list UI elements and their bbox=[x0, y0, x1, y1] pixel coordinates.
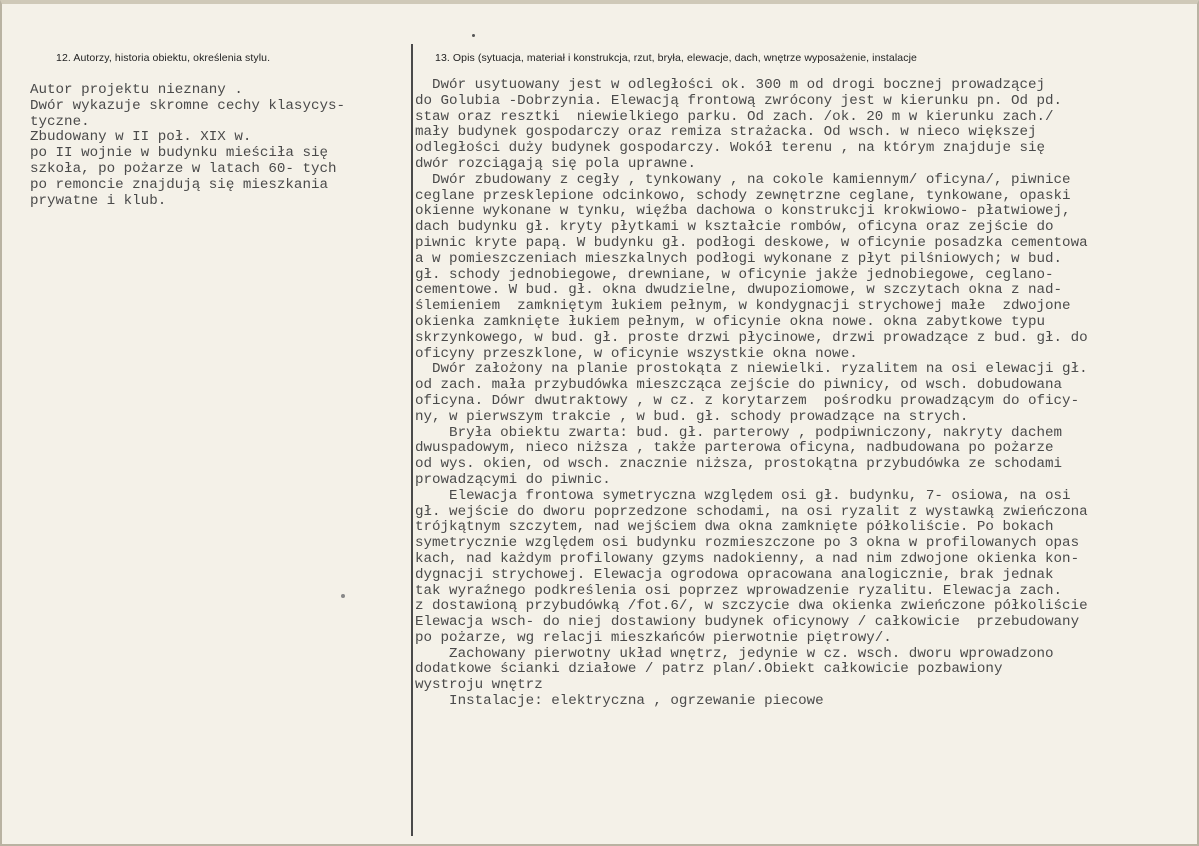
text-line: mały budynek gospodarczy oraz remiza strażacka. Od wsch. w nieco większej bbox=[415, 124, 1037, 141]
text-line: skrzynkowego, w bud. gł. proste drzwi płycinowe, drzwi prowadzące z bud. gł. do bbox=[415, 329, 1088, 346]
text-line: Bryła obiektu zwarta: bud. gł. parterowy , podpiwniczony, nakryty dachem bbox=[415, 424, 1063, 441]
text-line: Elewacja frontowa symetryczna względem osi gł. budynku, 7- osiowa, na osi bbox=[415, 487, 1071, 504]
section-12-heading: 12. Autorzy, historia obiektu, określenia stylu. bbox=[56, 52, 271, 64]
text-line: Dwór zbudowany z cegły , tynkowany , na cokole kamiennym/ oficyna/, piwnice bbox=[415, 171, 1071, 188]
text-line: z dostawioną przybudówką /fot.6/, w szczycie dwa okienka zwieńczone półkoliście bbox=[415, 598, 1088, 615]
text-line: dach budynku gł. kryty płytkami w kształcie rombów, oficyna oraz zejście do bbox=[415, 219, 1054, 236]
column-divider bbox=[411, 44, 413, 836]
section-12-text bbox=[30, 83, 345, 209]
text-line: do Golubia -Dobrzynia. Elewacją frontową zwrócony jest w kierunku pn. Od pd. bbox=[415, 92, 1063, 109]
text-line: tak wyraźnego podkreślenia osi poprzez wprowadzenie ryzalitu. Elewacja zach. bbox=[415, 582, 1063, 599]
text-line: okienne wykonane w tynku, więźba dachowa o konstrukcji krokwiowo- płatwiowej, bbox=[415, 203, 1071, 220]
text-line: Dwór wykazuje skromne cechy klasycys- bbox=[30, 97, 346, 114]
text-line: trójkątnym szczytem, nad wejściem dwa okna zamknięte półkoliście. Po bokach bbox=[415, 519, 1054, 536]
text-line: Dwór założony na planie prostokąta z niewielki. ryzalitem na osi elewacji gł. bbox=[415, 361, 1088, 378]
section-13-heading: 13. Opis (sytuacja, materiał i konstrukcja, rzut, bryła, elewacje, dach, wnętrze wyposażenie, instalacje bbox=[435, 52, 917, 64]
text-line: cementowe. W bud. gł. okna dwudzielne, dwupoziomowe, w szczytach okna z nad- bbox=[415, 282, 1063, 299]
text-line: ny, w pierwszym trakcie , w bud. gł. schody prowadzące na strych. bbox=[415, 408, 969, 425]
ink-speck bbox=[341, 594, 345, 598]
text-line: od wys. okien, od wsch. znacznie niższa, prostokątna przybudówka ze schodami bbox=[415, 456, 1063, 473]
text-line: gł. schody jednobiegowe, drewniane, w oficynie jakże jednobiegowe, ceglano- bbox=[415, 266, 1054, 283]
text-line: Autor projektu nieznany . bbox=[30, 82, 243, 98]
text-line: ceglane przesklepione odcinkowo, schody zewnętrzne ceglane, tynkowane, opaski bbox=[415, 187, 1071, 204]
text-line: wystroju wnętrz bbox=[415, 677, 543, 694]
text-line: Zbudowany w II poł. XIX w. bbox=[30, 129, 252, 146]
text-line: symetrycznie względem osi budynku rozmieszczone po 3 okna w profilowanych opas bbox=[415, 535, 1080, 552]
text-line: dodatkowe ścianki działowe / patrz plan/.Obiekt całkowicie pozbawiony bbox=[415, 661, 1003, 678]
ink-speck bbox=[472, 34, 475, 37]
text-line: po II wojnie w budynku mieściła się bbox=[30, 145, 328, 162]
text-line: Elewacja wsch- do niej dostawiony budynek oficynowy / całkowicie przebudowany bbox=[415, 614, 1080, 631]
section-13-text bbox=[415, 78, 1088, 710]
text-line: oficyna. Dówr dwutraktowy , w cz. z korytarzem pośrodku prowadzącym do oficy- bbox=[415, 392, 1080, 409]
text-line: po remoncie znajdują się mieszkania bbox=[30, 176, 328, 193]
text-line: okienka zamknięte łukiem pełnym, w oficynie okna nowe. okna zabytkowe typu bbox=[415, 313, 1046, 330]
text-line: Instalacje: elektryczna , ogrzewanie piecowe bbox=[415, 693, 824, 710]
text-line: staw oraz resztki niewielkiego parku. Od zach. /ok. 20 m w kierunku zach./ bbox=[415, 108, 1054, 125]
text-line: prywatne i klub. bbox=[30, 192, 167, 209]
text-line: ślemieniem zamkniętym łukiem pełnym, w kondygnacji strychowej małe zdwojone bbox=[415, 298, 1071, 315]
text-line: odległości duży budynek gospodarczy. Wokół terenu , na którym znajduje się bbox=[415, 140, 1046, 157]
text-line: dwuspadowym, nieco niższa , także parterowa oficyna, nadbudowana po pożarze bbox=[415, 440, 1054, 457]
text-line: po pożarze, wg relacji mieszkańców pierwotnie piętrowy/. bbox=[415, 629, 892, 646]
text-line: od zach. mała przybudówka mieszcząca zejście do piwnicy, od wsch. dobudowana bbox=[415, 377, 1063, 394]
text-line: tyczne. bbox=[30, 113, 90, 130]
text-line: Dwór usytuowany jest w odległości ok. 300 m od drogi bocznej prowadzącej bbox=[415, 77, 1046, 93]
text-line: prowadzącymi do piwnic. bbox=[415, 471, 611, 488]
text-line: dwór rozciągają się pola uprawne. bbox=[415, 155, 696, 172]
text-line: dygnacji strychowej. Elewacja ogrodowa opracowana analogicznie, brak jednak bbox=[415, 566, 1054, 583]
text-line: a w pomieszczeniach mieszkalnych podłogi wykonane z płyt pilśniowych; w bud. bbox=[415, 250, 1063, 267]
text-line: Zachowany pierwotny układ wnętrz, jedynie w cz. wsch. dworu wprowadzono bbox=[415, 645, 1054, 662]
text-line: gł. wejście do dworu poprzedzone schodami, na osi ryzalit z wystawką zwieńczona bbox=[415, 503, 1088, 520]
text-line: piwnic kryte papą. W budynku gł. podłogi deskowe, w oficynie posadzka cementowa bbox=[415, 234, 1088, 251]
text-line: oficyny przeszklone, w oficynie wszystkie okna nowe. bbox=[415, 345, 858, 362]
text-line: kach, nad każdym profilowany gzyms nadokienny, a nad nim zdwojone okienka kon- bbox=[415, 550, 1080, 567]
text-line: szkoła, po pożarze w latach 60- tych bbox=[30, 160, 337, 177]
